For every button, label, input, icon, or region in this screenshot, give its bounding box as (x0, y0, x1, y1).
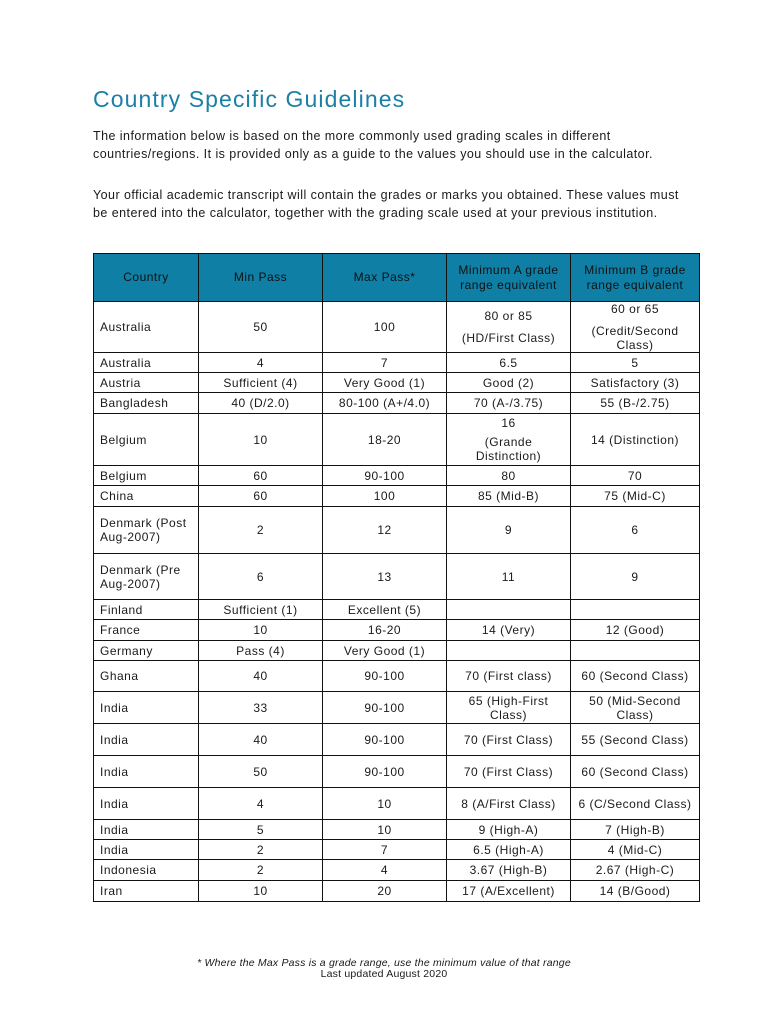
min-a-cell: 9 (447, 507, 571, 554)
min-pass-cell: 60 (199, 486, 323, 507)
min-a-cell: 14 (Very) (447, 620, 571, 641)
min-pass-cell: 40 (D/2.0) (199, 393, 323, 414)
header-min-a: Minimum A grade range equivalent (447, 254, 571, 302)
country-cell: India (94, 692, 199, 724)
min-b-cell (571, 302, 700, 353)
header-min-b: Minimum B grade range equivalent (571, 254, 700, 302)
min-a-cell: 85 (Mid-B) (447, 486, 571, 507)
min-a-cell: 70 (First Class) (447, 724, 571, 756)
max-pass-cell: 4 (323, 860, 447, 881)
min-pass-cell: 4 (199, 788, 323, 820)
min-pass-cell: 50 (199, 756, 323, 788)
country-cell: France (94, 620, 199, 641)
min-a-cell (447, 414, 571, 466)
min-b-cell: 2.67 (High-C) (571, 860, 700, 881)
min-pass-cell: 2 (199, 840, 323, 860)
min-b-cell: 70 (571, 466, 700, 486)
table-row (94, 302, 700, 353)
min-b-cell: 6 (571, 507, 700, 554)
min-b-cell: 50 (Mid-Second Class) (571, 692, 700, 724)
country-cell: Australia (94, 302, 199, 353)
country-cell: Belgium (94, 466, 199, 486)
header-country: Country (94, 254, 199, 302)
min-b-cell (571, 600, 700, 620)
country-cell: India (94, 756, 199, 788)
max-pass-cell: 7 (323, 353, 447, 373)
country-cell: India (94, 724, 199, 756)
table-row (94, 840, 700, 860)
table-body (94, 302, 700, 902)
min-pass-cell: 10 (199, 881, 323, 902)
min-pass-cell: 33 (199, 692, 323, 724)
min-b-cell: 4 (Mid-C) (571, 840, 700, 860)
min-b-cell: 60 (Second Class) (571, 756, 700, 788)
country-cell: Finland (94, 600, 199, 620)
cell-line: (Credit/Second Class) (591, 324, 679, 352)
min-b-cell: 55 (B-/2.75) (571, 393, 700, 414)
min-pass-cell: 60 (199, 466, 323, 486)
country-cell: China (94, 486, 199, 507)
transcript-paragraph: Your official academic transcript will contain the grades or marks you obtained. These values must be entered into the calculator, together with the grading scale used at your previous institution. (93, 188, 679, 220)
max-pass-cell: 10 (323, 788, 447, 820)
min-a-cell: Good (2) (447, 373, 571, 393)
max-pass-cell: Very Good (1) (323, 373, 447, 393)
table-row (94, 393, 700, 414)
footnote: * Where the Max Pass is a grade range, use the minimum value of that range (197, 957, 571, 969)
min-b-cell: 14 (Distinction) (571, 414, 700, 466)
min-pass-cell: Sufficient (4) (199, 373, 323, 393)
min-b-cell: 55 (Second Class) (571, 724, 700, 756)
min-b-cell: 6 (C/Second Class) (571, 788, 700, 820)
table-header-row (94, 254, 700, 302)
table-row (94, 620, 700, 641)
table-row (94, 881, 700, 902)
max-pass-cell: 90-100 (323, 466, 447, 486)
last-updated: Last updated August 2020 (320, 968, 448, 980)
min-pass-cell: 40 (199, 724, 323, 756)
min-pass-cell: 10 (199, 620, 323, 641)
min-pass-cell: 10 (199, 414, 323, 466)
country-cell: India (94, 840, 199, 860)
table-row (94, 353, 700, 373)
max-pass-cell: 20 (323, 881, 447, 902)
table-row (94, 692, 700, 724)
min-pass-cell: 2 (199, 860, 323, 881)
max-pass-cell: 90-100 (323, 692, 447, 724)
max-pass-cell: 80-100 (A+/4.0) (323, 393, 447, 414)
min-b-cell: 12 (Good) (571, 620, 700, 641)
min-a-cell: 11 (447, 554, 571, 600)
min-b-cell: 60 (Second Class) (571, 661, 700, 692)
min-pass-cell: 50 (199, 302, 323, 353)
min-a-cell: 65 (High-First Class) (447, 692, 571, 724)
max-pass-cell: 100 (323, 486, 447, 507)
min-a-cell (447, 302, 571, 353)
max-pass-cell: Excellent (5) (323, 600, 447, 620)
max-pass-cell: 90-100 (323, 661, 447, 692)
intro-paragraph: The information below is based on the more commonly used grading scales in different countries/regions. It is provided only as a guide to the values you should use in the calculator. (93, 129, 653, 161)
min-b-cell: 5 (571, 353, 700, 373)
min-a-cell: 70 (A-/3.75) (447, 393, 571, 414)
min-a-cell: 70 (First Class) (447, 756, 571, 788)
country-cell: Denmark (Post Aug-2007) (94, 507, 199, 554)
country-cell: India (94, 820, 199, 840)
min-a-cell: 70 (First class) (447, 661, 571, 692)
cell-line: 60 or 65 (610, 302, 660, 316)
max-pass-cell: 90-100 (323, 756, 447, 788)
cell-line: 16 (501, 416, 516, 430)
max-pass-cell: 16-20 (323, 620, 447, 641)
max-pass-cell: 90-100 (323, 724, 447, 756)
min-pass-cell: Sufficient (1) (199, 600, 323, 620)
max-pass-cell: 7 (323, 840, 447, 860)
cell-line: (Grande Distinction) (475, 435, 542, 463)
min-b-cell (571, 641, 700, 661)
max-pass-cell: 100 (323, 302, 447, 353)
min-pass-cell: 2 (199, 507, 323, 554)
min-pass-cell: 5 (199, 820, 323, 840)
country-cell: Austria (94, 373, 199, 393)
country-cell: Ghana (94, 661, 199, 692)
max-pass-cell: 10 (323, 820, 447, 840)
table-row (94, 486, 700, 507)
min-pass-cell: 4 (199, 353, 323, 373)
table-row (94, 507, 700, 554)
min-a-cell: 17 (A/Excellent) (447, 881, 571, 902)
max-pass-cell: 18-20 (323, 414, 447, 466)
table-row (94, 756, 700, 788)
min-a-cell: 8 (A/First Class) (447, 788, 571, 820)
min-b-cell: 14 (B/Good) (571, 881, 700, 902)
min-a-cell (447, 600, 571, 620)
country-cell: Australia (94, 353, 199, 373)
min-pass-cell: 40 (199, 661, 323, 692)
min-a-cell: 6.5 (447, 353, 571, 373)
country-cell: Germany (94, 641, 199, 661)
min-b-cell: Satisfactory (3) (571, 373, 700, 393)
table-row (94, 788, 700, 820)
table-row (94, 466, 700, 486)
max-pass-cell: 12 (323, 507, 447, 554)
min-b-cell: 7 (High-B) (571, 820, 700, 840)
table-row (94, 820, 700, 840)
table-row (94, 600, 700, 620)
table-row (94, 661, 700, 692)
table-row (94, 641, 700, 661)
table-row (94, 414, 700, 466)
max-pass-cell: Very Good (1) (323, 641, 447, 661)
country-cell: India (94, 788, 199, 820)
cell-line: 80 or 85 (484, 309, 533, 323)
min-pass-cell: Pass (4) (199, 641, 323, 661)
table-row (94, 724, 700, 756)
grading-table (93, 253, 700, 902)
page-title: Country Specific Guidelines (93, 86, 406, 112)
max-pass-cell: 13 (323, 554, 447, 600)
min-a-cell: 3.67 (High-B) (447, 860, 571, 881)
table-row (94, 373, 700, 393)
min-a-cell (447, 641, 571, 661)
country-cell: Bangladesh (94, 393, 199, 414)
header-min-pass: Min Pass (199, 254, 323, 302)
table-row (94, 554, 700, 600)
min-pass-cell: 6 (199, 554, 323, 600)
min-a-cell: 6.5 (High-A) (447, 840, 571, 860)
min-b-cell: 9 (571, 554, 700, 600)
min-a-cell: 80 (447, 466, 571, 486)
country-cell: Denmark (Pre Aug-2007) (94, 554, 199, 600)
min-b-cell: 75 (Mid-C) (571, 486, 700, 507)
min-a-cell: 9 (High-A) (447, 820, 571, 840)
cell-line: (HD/First Class) (461, 331, 556, 345)
table-row (94, 860, 700, 881)
country-cell: Iran (94, 881, 199, 902)
header-max-pass: Max Pass* (323, 254, 447, 302)
country-cell: Indonesia (94, 860, 199, 881)
country-cell: Belgium (94, 414, 199, 466)
